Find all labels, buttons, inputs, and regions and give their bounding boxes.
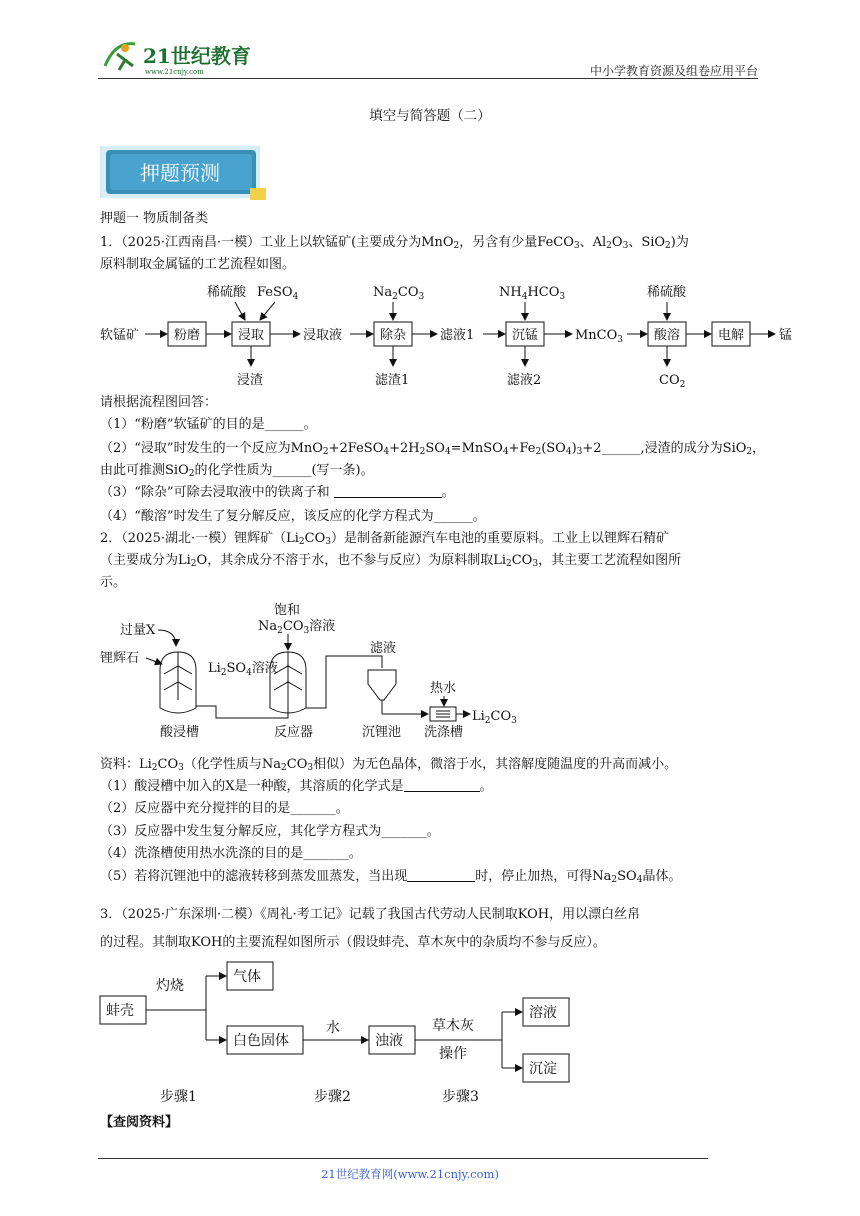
svg-text:粉磨: 粉磨 — [174, 328, 201, 343]
q2-sub4: （4）洗涤槽使用热水洗涤的目的是_______。 — [100, 846, 362, 861]
logo-text: 21世纪教育 — [143, 44, 251, 68]
svg-text:灼烧: 灼烧 — [156, 978, 184, 994]
svg-text:热水: 热水 — [430, 681, 457, 696]
q1-sub2: （2）“浸取”时发生的一个反应为$MnO_2+2FeSO_4+2H_2SO_4=MnSO_4+Fe_2(SO_4)_3+2\_\_\_\_\_\_$,浸渣的成分为SiO$_2$， — [100, 441, 766, 457]
svg-text:滤液1: 滤液1 — [440, 328, 475, 343]
svg-text:草木灰: 草木灰 — [432, 1018, 474, 1034]
svg-text:酸浸槽: 酸浸槽 — [160, 725, 200, 740]
logo-url: www.21cnjy.com — [145, 68, 204, 76]
svg-text:Li2SO4溶液: $Li_2SO_4$溶液 — [208, 661, 278, 678]
svg-text:酸溶: 酸溶 — [654, 328, 681, 343]
svg-text:Na2CO3溶液: $Na_2CO_3$溶液 — [258, 619, 336, 636]
q1-sub2-line2: 由此可推测SiO$_2$的化学性质为______(写一条)。 — [100, 463, 374, 479]
svg-text:蚌壳: 蚌壳 — [106, 1003, 134, 1019]
svg-text:滤液: 滤液 — [370, 641, 397, 656]
svg-text:溶液: 溶液 — [529, 1005, 557, 1021]
svg-text:过量X: 过量X — [120, 623, 156, 638]
q2-intro-line2: （主要成分为$Li_2O$，其余成分不溶于水，也不参与反应）为原料制取$Li_2CO_3$，其主要工艺流程如图所 — [100, 553, 682, 569]
q3-intro-line2: 的过程。其制取KOH的主要流程如图所示（假设蚌壳、草木灰中的杂质均不参与反应）。 — [100, 935, 606, 950]
q1-sub3: （3）“除杂”可除去浸取液中的铁离子和 。 — [100, 485, 455, 500]
q2-sub5: （5）若将沉锂池中的滤液转移到蒸发皿蒸发，当出现 时，停止加热，可得$Na_2SO_4$晶体。 — [100, 869, 682, 885]
svg-text:浸取液: 浸取液 — [303, 328, 343, 343]
flow-ore: 软锰矿 — [100, 328, 140, 343]
footer-divider — [98, 1158, 708, 1159]
platform-name: 中小学教育资源及组卷应用平台 — [589, 64, 758, 78]
svg-text:浊液: 浊液 — [375, 1033, 403, 1049]
q1-prompt: 请根据流程图回答： — [100, 395, 218, 410]
svg-text:FeSO4: FeSO$_4$ — [257, 285, 299, 302]
settle-pool-shape — [368, 670, 396, 700]
svg-text:沉锰: 沉锰 — [512, 328, 539, 343]
svg-text:稀硫酸: 稀硫酸 — [207, 285, 247, 300]
svg-text:饱和: 饱和 — [274, 603, 301, 618]
q2-flow-diagram — [98, 600, 528, 750]
svg-text:锂辉石: 锂辉石 — [100, 651, 140, 666]
svg-text:CO2: $CO_2$ — [659, 373, 686, 390]
q2-intro-line3: 示。 — [100, 575, 127, 590]
footer-text[interactable]: 21世纪教育网(www.21cnjy.com) — [321, 1167, 499, 1181]
q2-sub3: （3）反应器中发生复分解反应，其化学方程式为_______。 — [100, 824, 440, 839]
page-title: 填空与简答题（二） — [369, 108, 491, 124]
svg-text:MnCO3: MnCO$_3$ — [575, 328, 624, 345]
svg-text:步骤2: 步骤2 — [314, 1089, 351, 1105]
q2-sub1: （1）酸浸槽中加入的X是一种酸，其溶质的化学式是 。 — [100, 779, 493, 794]
site-logo — [95, 36, 275, 78]
svg-text:操作: 操作 — [439, 1046, 467, 1062]
svg-text:洗涤槽: 洗涤槽 — [424, 725, 464, 740]
svg-text:气体: 气体 — [233, 969, 261, 985]
q3-flow-diagram — [98, 958, 598, 1108]
svg-text:步骤3: 步骤3 — [442, 1089, 479, 1105]
svg-text:滤渣1: 滤渣1 — [375, 373, 410, 388]
q2-sub2: （2）反应器中充分搅拌的目的是_______。 — [100, 801, 349, 816]
q1-sub1: （1）“粉磨”软锰矿的目的是______。 — [100, 417, 317, 432]
header-divider — [98, 78, 758, 79]
q2-intro-line1: 2．（2025·湖北·一模）锂辉矿$(Li_2CO_3)$是制备新能源汽车电池的重要原料。工业上以锂辉石精矿 — [100, 531, 670, 547]
section-banner — [100, 146, 268, 202]
svg-text:除杂: 除杂 — [380, 328, 407, 343]
svg-text:浸取: 浸取 — [238, 328, 265, 343]
svg-text:沉锂池: 沉锂池 — [362, 725, 402, 740]
svg-text:浸渣: 浸渣 — [237, 373, 264, 388]
q3-consult: 【查阅资料】 — [100, 1115, 179, 1130]
svg-text:沉淀: 沉淀 — [529, 1061, 557, 1077]
q1-flow-diagram — [95, 274, 805, 392]
svg-text:电解: 电解 — [718, 328, 745, 343]
svg-text:Li2CO3: $Li_2CO_3$ — [472, 709, 517, 726]
svg-text:稀硫酸: 稀硫酸 — [647, 285, 687, 300]
svg-text:步骤1: 步骤1 — [160, 1089, 197, 1105]
q1-intro-line2: 原料制取金属锰的工艺流程如图。 — [100, 257, 296, 272]
svg-text:滤液2: 滤液2 — [507, 373, 542, 388]
q2-info: 资料：$Li_2CO_3$（化学性质与$Na_2CO_3$相似）为无色晶体，微溶于水，其溶解度随温度的升高而减小。 — [100, 757, 678, 773]
section-heading: 押题一 物质制备类 — [100, 211, 209, 226]
q3-intro-line1: 3．（2025·广东深圳·二模）《周礼·考工记》记载了我国古代劳动人民制取KOH，用以漂白丝帛 — [100, 907, 641, 922]
svg-text:锰: 锰 — [779, 328, 793, 343]
q1-intro-line1: 1．（2025·江西南昌·一模）工业上以软锰矿(主要成分为MnO$_2$，另含有少量FeCO$_3$、$Al_2O_3$、SiO$_2$)为 — [100, 235, 689, 251]
svg-text:NH4HCO3: $NH_4HCO_3$ — [499, 285, 566, 302]
svg-text:水: 水 — [326, 1020, 340, 1036]
banner-text: 押题预测 — [140, 161, 220, 185]
svg-text:Na2CO3: $Na_2CO_3$ — [373, 285, 425, 302]
svg-text:反应器: 反应器 — [274, 725, 314, 740]
svg-text:白色固体: 白色固体 — [233, 1033, 289, 1049]
q1-sub4: （4）“酸溶”时发生了复分解反应，该反应的化学方程式为______。 — [100, 509, 486, 524]
